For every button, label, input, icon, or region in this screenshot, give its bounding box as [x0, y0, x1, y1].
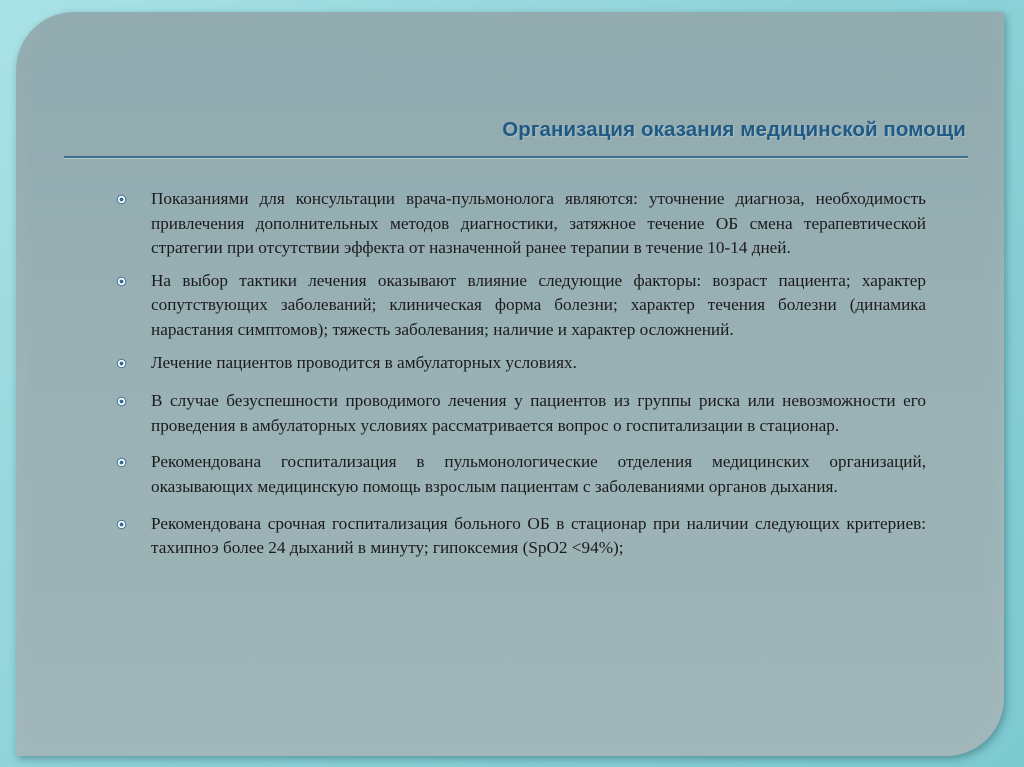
bullet-circle-icon	[117, 458, 126, 467]
bullet-item-4	[114, 389, 926, 438]
bullet-text-6: Рекомендована срочная госпитализация больного ОБ в стационар при наличии следующих критериев: тахипноэ более 24 дыханий в минуту; гипоксемия (SpO2 <94%);	[151, 513, 926, 558]
bullet-text-2: На выбор тактики лечения оказывают влияние следующие факторы: возраст пациента; характер сопутствующих заболеваний; клиническая форма болезни; характер течения болезни (динамика нарастания симптомов); тяжесть заболевания; наличие и характер осложнений.	[151, 270, 926, 339]
bullet-list	[114, 187, 926, 569]
bullet-text-3: Лечение пациентов проводится в амбулаторных условиях.	[151, 352, 577, 372]
bullet-item-1	[114, 187, 926, 261]
bullet-item-6	[114, 512, 926, 561]
slide-panel	[16, 12, 1004, 756]
bullet-circle-icon	[117, 520, 126, 529]
bullet-item-3	[114, 351, 926, 376]
bullet-circle-icon	[117, 359, 126, 368]
bullet-circle-icon	[117, 195, 126, 204]
slide-title: Организация оказания медицинской помощи	[502, 118, 966, 141]
bullet-text-5: Рекомендована госпитализация в пульмонологические отделения медицинских организаций, оказывающих медицинскую помощь взрослым пациентам с заболеваниями органов дыхания.	[151, 452, 926, 496]
bullet-item-5	[114, 450, 926, 499]
bullet-item-2	[114, 269, 926, 343]
bullet-text-1: Показаниями для консультации врача-пульмонолога являются: уточнение диагноза, необходимость привлечения дополнительных методов диагностики, затяжное течение ОБ смена терапевтической стратегии при отсутствии эффекта от назначенной ранее терапии в течение 10-14 дней.	[151, 189, 926, 258]
title-divider	[64, 156, 968, 158]
bullet-circle-icon	[117, 397, 126, 406]
bullet-text-4: В случае безуспешности проводимого лечения у пациентов из группы риска или невозможности его проведения в амбулаторных условиях рассматривается вопрос о госпитализации в стационар.	[151, 391, 926, 435]
bullet-circle-icon	[117, 277, 126, 286]
